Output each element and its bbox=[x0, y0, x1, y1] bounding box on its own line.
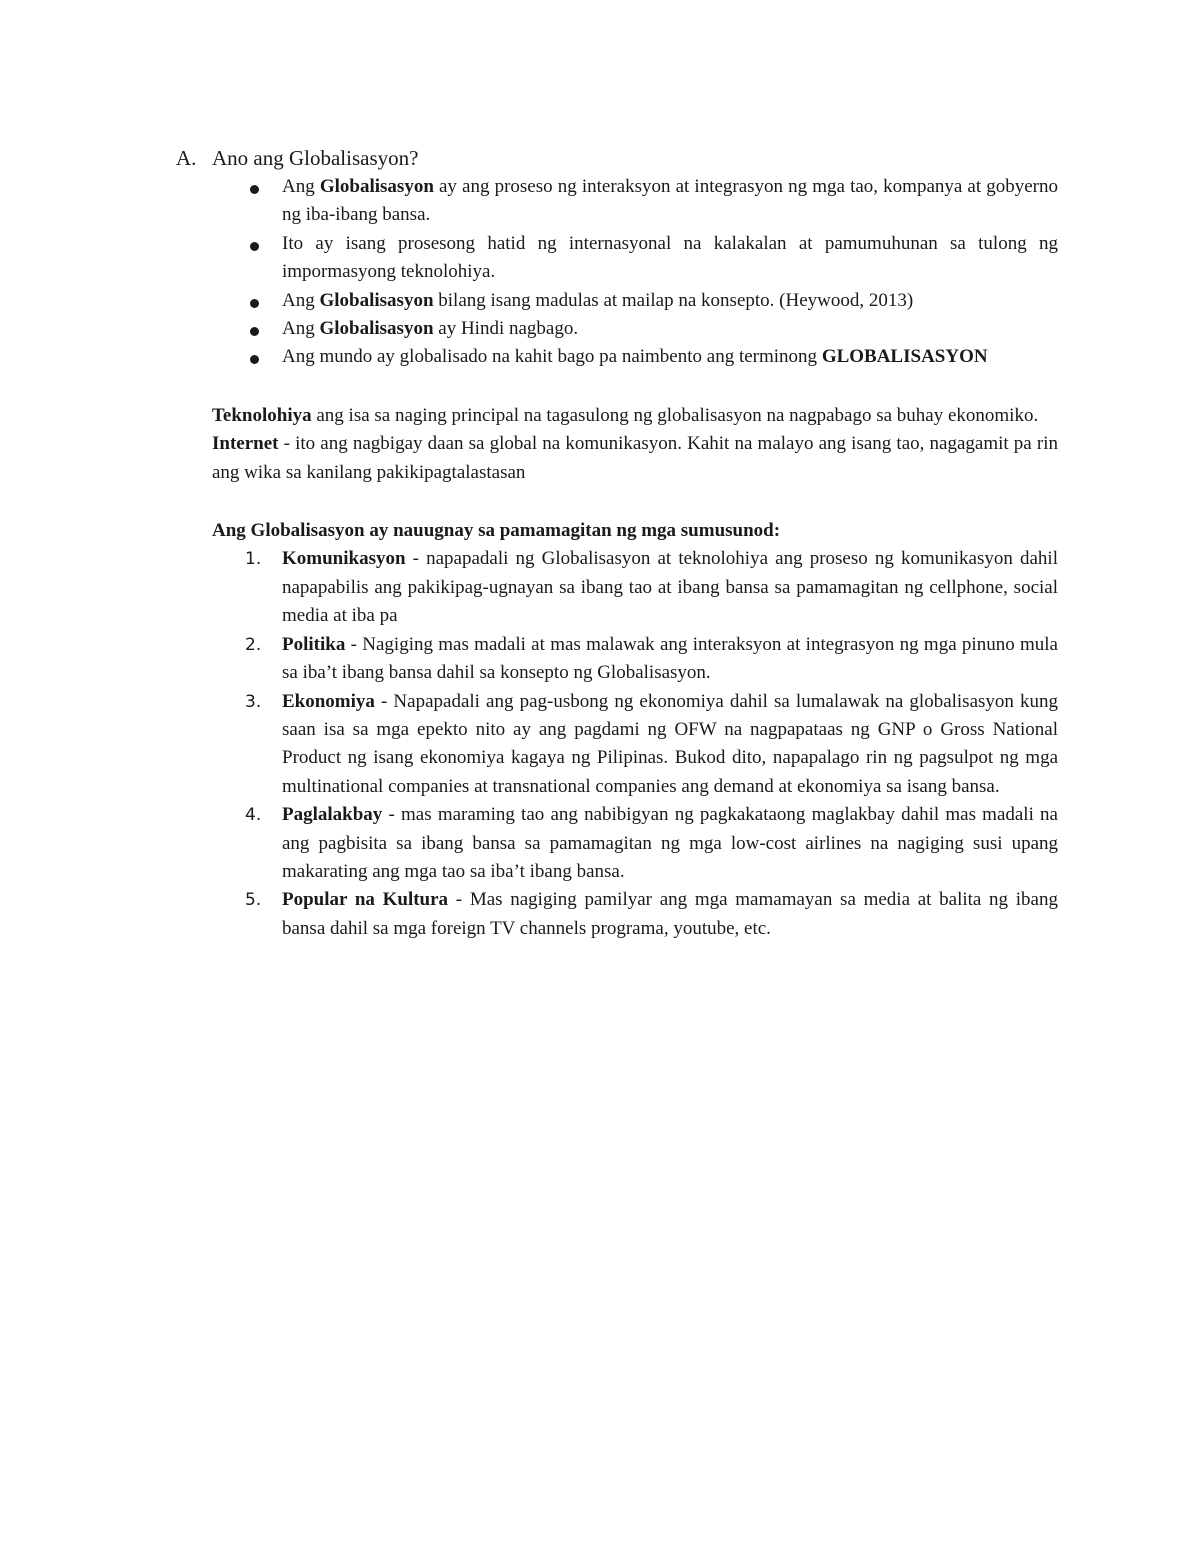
bullet-text-pre: Ang bbox=[282, 289, 320, 311]
bullet-text-pre: Ang bbox=[282, 176, 320, 197]
bullet-list bbox=[176, 173, 1058, 372]
bullet-item bbox=[282, 173, 1058, 230]
item-term: Politika bbox=[282, 633, 346, 655]
item-number: 5. bbox=[245, 890, 262, 911]
bullet-text-post: bilang isang madulas at mailap na konsepto. (Heywood, 2013) bbox=[433, 289, 914, 311]
bullet-text-bold: Globalisasyon bbox=[319, 176, 434, 197]
bullet-icon bbox=[250, 242, 259, 251]
bullet-icon bbox=[250, 355, 259, 364]
bullet-item bbox=[282, 315, 1058, 343]
item-number: 1. bbox=[245, 549, 262, 570]
section-heading bbox=[176, 143, 1058, 173]
paragraph-internet bbox=[212, 430, 1058, 487]
bullet-text-pre: Ito ay isang prosesong hatid ng internasyonal na kalakalan at pamumuhunan sa tulong ng impormasyong teknolohiya. bbox=[282, 232, 1058, 283]
numbered-item bbox=[245, 631, 1058, 688]
bullet-text-pre: Ang mundo ay globalisado na kahit bago pa naimbento ang terminong bbox=[282, 346, 822, 368]
numbered-item bbox=[245, 801, 1058, 886]
bullet-text-bold: Globalisasyon bbox=[319, 289, 434, 311]
paragraph-term: Teknolohiya bbox=[212, 404, 312, 426]
section-marker: A. bbox=[176, 146, 197, 170]
item-number: 2. bbox=[245, 634, 262, 655]
spacer bbox=[176, 372, 1058, 402]
numbered-item bbox=[245, 886, 1058, 943]
item-text: - napapadali ng Globalisasyon at teknolohiya ang proseso ng komunikasyon dahil napapabilis ang pakikipag-ugnayan sa ibang tao at ibang bansa sa pamamagitan ng cellphone, social media at iba pa bbox=[282, 548, 1058, 627]
bullet-text-post: ay Hindi nagbago. bbox=[433, 318, 579, 340]
paragraph-term: Internet bbox=[212, 433, 279, 455]
spacer bbox=[176, 487, 1058, 517]
bullet-text-bold: GLOBALISASYON bbox=[821, 346, 988, 368]
bullet-icon bbox=[250, 185, 259, 194]
item-term: Ekonomiya bbox=[282, 690, 375, 712]
paragraph-text: ang isa sa naging principal na tagasulong ng globalisasyon na nagpabago sa buhay ekonomiko. bbox=[311, 404, 1039, 426]
bullet-text-bold: Globalisasyon bbox=[319, 318, 434, 340]
item-term: Komunikasyon bbox=[282, 548, 406, 570]
numbered-item bbox=[245, 688, 1058, 802]
bullet-item bbox=[282, 230, 1058, 287]
item-text: - Napapadali ang pag-usbong ng ekonomiya dahil sa lumalawak na globalisasyon kung saan isa sa mga epekto nito ay ang pagdami ng OFW na nagpapataas ng GNP o Gross National Product ng isang ekonomiya kagaya ng Pilipinas. Bukod dito, napapalago rin ng pagsulpot ng mga multinational companies at transnational companies ang demand at ekonomiya sa isang bansa. bbox=[282, 690, 1058, 797]
item-term: Popular na Kultura bbox=[282, 889, 449, 911]
bullet-item bbox=[282, 343, 1058, 371]
bullet-icon bbox=[250, 299, 259, 308]
bullet-text-post: ay ang proseso ng interaksyon at integrasyon ng mga tao, kompanya at gobyerno ng iba-ibang bansa. bbox=[282, 176, 1058, 226]
numbered-item bbox=[245, 545, 1058, 630]
item-text: - mas maraming tao ang nabibigyan ng pagkakataong maglakbay dahil mas madali na ang pagbisita sa ibang bansa sa pamamagitan ng mga low-cost airlines na nagiging susi upang makarating ang mga tao sa iba’t ibang bansa. bbox=[282, 804, 1058, 882]
item-text: - Mas nagiging pamilyar ang mga mamamayan sa media at balita ng ibang bansa dahil sa mga foreign TV channels programa, youtube, etc. bbox=[282, 889, 1058, 939]
section-title: Ano ang Globalisasyon? bbox=[212, 146, 419, 170]
document-body bbox=[176, 143, 1058, 943]
bullet-icon bbox=[250, 327, 259, 336]
paragraph-teknolohiya bbox=[212, 402, 1058, 430]
numbered-list-title: Ang Globalisasyon ay nauugnay sa pamamagitan ng mga sumusunod: bbox=[212, 520, 781, 542]
paragraph-text: - ito ang nagbigay daan sa global na komunikasyon. Kahit na malayo ang isang tao, nagagamit pa rin ang wika sa kanilang pakikipagtalastasan bbox=[212, 433, 1058, 483]
bullet-item bbox=[282, 287, 1058, 315]
item-number: 4. bbox=[245, 805, 262, 826]
item-text: - Nagiging mas madali at mas malawak ang interaksyon at integrasyon ng mga pinuno mula sa iba’t ibang bansa dahil sa konsepto ng Globalisasyon. bbox=[282, 633, 1058, 684]
bullet-text-pre: Ang bbox=[282, 318, 320, 340]
item-term: Paglalakbay bbox=[282, 804, 383, 826]
numbered-list bbox=[176, 545, 1058, 943]
item-number: 3. bbox=[245, 691, 262, 712]
